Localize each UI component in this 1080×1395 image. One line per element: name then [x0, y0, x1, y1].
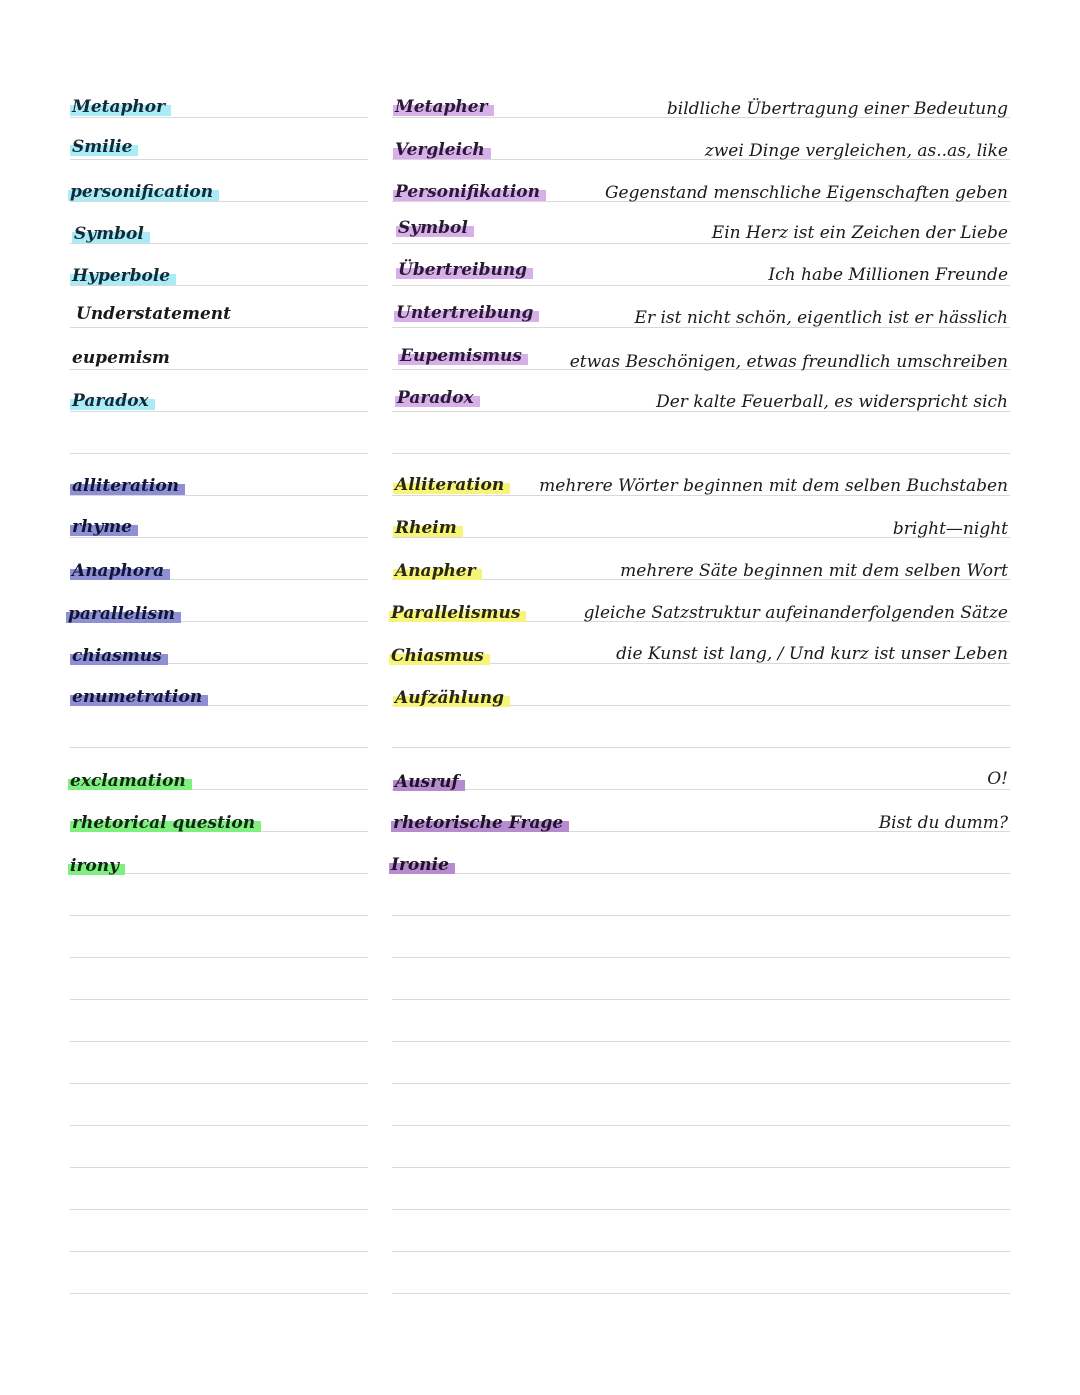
english-term: Metaphor — [70, 96, 171, 118]
english-term: irony — [68, 855, 125, 877]
rule-line — [70, 1251, 368, 1252]
description: die Kunst ist lang, / Und kurz ist unser Leben — [616, 644, 1008, 664]
rule-line — [392, 1125, 1010, 1126]
rule-line — [70, 747, 368, 748]
description: gleiche Satzstruktur aufeinanderfolgenden Sätze — [583, 603, 1008, 623]
rule-line — [392, 747, 1010, 748]
german-term: Metapher — [393, 96, 494, 118]
rule-line — [392, 1041, 1010, 1042]
rule-line — [70, 1167, 368, 1168]
german-term: Alliteration — [393, 474, 510, 496]
rule-line — [70, 327, 368, 328]
rule-line — [70, 1293, 368, 1294]
rule-line — [392, 1293, 1010, 1294]
rule-line — [70, 999, 368, 1000]
description: Ein Herz ist ein Zeichen der Liebe — [711, 223, 1008, 243]
german-term: rhetorische Frage — [391, 812, 569, 834]
rule-line — [392, 999, 1010, 1000]
german-term: Ausruf — [393, 771, 465, 793]
english-term: rhyme — [70, 516, 138, 538]
english-term: enumetration — [70, 686, 208, 708]
english-term: Smilie — [70, 136, 138, 158]
description: Bist du dumm? — [878, 813, 1008, 833]
rule-line — [392, 1209, 1010, 1210]
rule-line — [392, 1167, 1010, 1168]
rule-line — [392, 915, 1010, 916]
rule-line — [392, 789, 1010, 790]
rule-line — [70, 1041, 368, 1042]
english-term: rhetorical question — [70, 812, 261, 834]
english-term: Hyperbole — [70, 265, 176, 287]
description: etwas Beschönigen, etwas freundlich umschreiben — [569, 352, 1008, 372]
description: bildliche Übertragung einer Bedeutung — [666, 99, 1008, 119]
german-term: Symbol — [396, 217, 474, 239]
english-term: Understatement — [76, 304, 231, 324]
rule-line — [70, 1083, 368, 1084]
rule-line — [392, 1251, 1010, 1252]
rule-line — [70, 915, 368, 916]
english-term: Paradox — [70, 390, 155, 412]
english-term: parallelism — [66, 603, 181, 625]
german-term: Paradox — [395, 387, 480, 409]
german-term: Parallelismus — [389, 602, 526, 624]
german-term: Ironie — [389, 854, 455, 876]
description: Gegenstand menschliche Eigenschaften geben — [604, 183, 1008, 203]
rule-line — [70, 453, 368, 454]
english-term: chiasmus — [70, 645, 168, 667]
german-term: Aufzählung — [393, 687, 510, 709]
english-term: exclamation — [68, 770, 192, 792]
rule-line — [70, 159, 368, 160]
rule-line — [392, 1083, 1010, 1084]
rule-line — [70, 957, 368, 958]
rule-line — [392, 873, 1010, 874]
german-term: Eupemismus — [398, 345, 528, 367]
rule-line — [70, 369, 368, 370]
english-term: eupemism — [72, 348, 170, 368]
rule-line — [392, 957, 1010, 958]
german-term: Untertreibung — [394, 302, 539, 324]
description: Der kalte Feuerball, es widerspricht sich — [656, 392, 1008, 412]
english-term: alliteration — [70, 475, 185, 497]
description: Ich habe Millionen Freunde — [768, 265, 1008, 285]
german-term: Anapher — [393, 560, 482, 582]
description: Er ist nicht schön, eigentlich ist er hässlich — [634, 308, 1008, 328]
description: O! — [987, 769, 1008, 789]
german-term: Übertreibung — [396, 259, 533, 281]
english-term: Symbol — [72, 223, 150, 245]
description: bright—night — [892, 519, 1008, 539]
description: zwei Dinge vergleichen, as..as, like — [704, 141, 1008, 161]
german-term: Personifikation — [393, 181, 546, 203]
description: mehrere Wörter beginnen mit dem selben Buchstaben — [539, 476, 1008, 496]
rule-line — [392, 453, 1010, 454]
rule-line — [70, 1209, 368, 1210]
english-term: Anaphora — [70, 560, 170, 582]
rule-line — [70, 1125, 368, 1126]
german-term: Vergleich — [393, 139, 491, 161]
german-term: Rheim — [393, 517, 463, 539]
english-term: personification — [68, 181, 219, 203]
description: mehrere Säte beginnen mit dem selben Wort — [620, 561, 1008, 581]
german-term: Chiasmus — [389, 645, 490, 667]
